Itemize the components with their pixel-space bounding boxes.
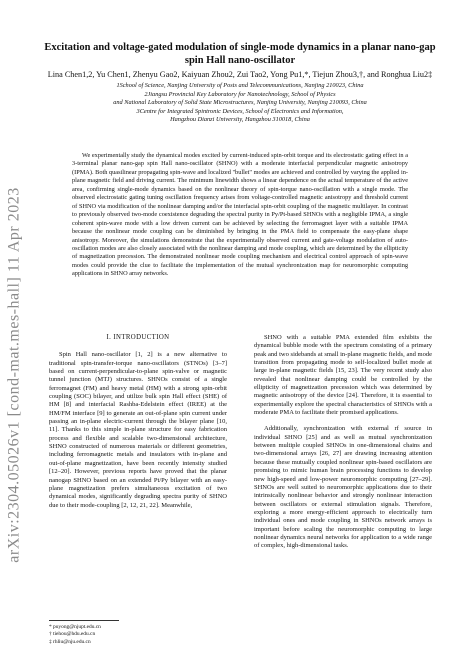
footnote-email: † tiehou@hdu.edu.cn — [49, 631, 96, 638]
paper-title: Excitation and voltage-gated modulation of single-mode dynamics in a planar nano-gap spin Hall nano-oscillator — [44, 42, 436, 66]
footnote-email: * puyong@njupt.edu.cn — [49, 624, 101, 630]
right-column — [254, 334, 432, 551]
footnotes — [49, 624, 227, 646]
body-paragraph: SHNO with a suitable PMA extended film exhibits the dynamical bubble mode with the spectrum consisting of a primary peak and two sidebands at small in-plane magnetic fields, and mode transition from propagating mode to self-localized bullet mode at large in-plane magnetic fields [15, 23]. The very recent study also revealed that nonlinear damping could be controlled by the ellipticity of magnetization precession which was determined by magnetic anisotropy of the device [24]. Therefore, it is essential to experimentally explore the spectral characteristics of SHNOs with a moderate PMA to facilitate their promised applications. — [254, 334, 432, 417]
arxiv-identifier-stamp — [4, 187, 26, 563]
body-paragraph: Additionally, synchronization with external rf source in individual SHNO [25] and as well as mutual synchronization between multiple coupled SHNOs in one-dimensional chains and two-dimensional arrays [26, 27] are drawing increasing attention because these mutually coupled nonlinear spin-based oscillators are promising to mimic human brain processing functions to develop new high-speed and low-power neuromorphic computing [27–29]. SHNOs are well suited to neuromorphic applications due to their intrinsically nonlinear behavior and strongly nonlinear interaction between oscillators or external stimulation signals. Therefore, exploring a more energy-efficient approach to electrically turn individual ones and mode coupling in SHNOs network arrays is important before scaling the neuromorphic computing to large nonlinear dynamics neural networks for application to a wide range of complex, high-dimensional tasks. — [254, 425, 432, 550]
affiliation-line: 2Jiangsu Provincial Key Laboratory for Nanotechnology, School of Physics — [144, 90, 336, 98]
affiliation-line: 1School of Science, Nanjing University of Posts and Telecommunications, Nanjing 210023, China — [116, 82, 364, 89]
affiliations — [40, 82, 440, 125]
abstract: We experimentally study the dynamical modes excited by current-induced spin-orbit torque and its electrostatic gating effect in a 3-terminal planar nano-gap spin Hall nano-oscillator (SHNO) with a moderate interfacial perpendicular magnetic anisotropy (IPMA). Both quasilinear propagating spin-wave and localized "bullet" modes are achieved and controlled by varying the applied in-plane magnetic field and driving current. The minimum linewidth shows a linear dependence on the actual temperature of the active area, confirming single-mode dynamics based on the nonlinear theory of spin-torque nano-oscillation with a single mode. The observed electrostatic gating tuning oscillation frequency arises from voltage-controlled magnetic anisotropy and threshold current of SHNO via modification of the nonlinear damping and/or the interfacial spin-orbit coupling of the magnetic multilayer. In contrast to previously observed two-mode coexistence degrading the spectral purity in Py/Pt-based SHNOs with a negligible IPMA, a single coherent spin-wave mode with a low driven current can be achieved by selecting the ferromagnet layer with a suitable IPMA because the nonlinear mode coupling can be diminished by bringing in the PMA field to compensate the easy-plane shape anisotropy. Moreover, the simulations demonstrate that the experimentally observed current and gate-voltage modulation of auto-oscillation modes are also closely associated with the nonlinear damping and mode coupling, which are determined by the ellipticity of magnetization precession. The demonstrated nonlinear mode coupling mechanism and electrical control approach of spin-wave modes could provide the clue to facilitate the implementation of the mutual synchronization map for neuromorphic computing applications in SHNO array networks. — [72, 152, 408, 278]
left-column — [49, 334, 227, 510]
body-paragraph: Spin Hall nano-oscillator [1, 2] is a new alternative to traditional spin-transfer-torque nano-oscillators (STNOs) [3–7] based on current-perpendicular-to-plane spin-valve or magnetic tunnel junction (MTJ) structures. SHNOs consist of a single ferromagnet (FM) and heavy metal (HM) with a strong spin-orbit coupling (SOC) bilayer, and utilize bulk spin Hall effect (SHE) of HM [8] and interfacial Rashba-Edelstein effect (IREE) at the HM/FM interface [9] to generate an out-of-plane spin current under passing an in-plane electric-current through the bilayer plane [10, 11]. Thanks to this simple in-plane structure for easy fabrication process and flexible and scalable two-dimensional architecture, SHNO constructed of numerous materials or different geometries, including ferromagnetic metals and insulators with in-plane and out-of-plane magnetization, have been recently intensity studied [12–20]. However, previous reports have proved that the planar nanogap SHNO based on an extended Pt/Py bilayer with an easy-plane magnetization prefers simultaneous excitation of two dynamical modes, significantly degrading spectra purity of SHNO due to their mode-coupling [2, 12, 21, 22]. Meanwhile, — [49, 351, 227, 509]
affiliation-line: Hangzhou Dianzi University, Hangzhou 310018, China — [170, 116, 310, 124]
affiliation-line: 3Centre for Integrated Spintronic Devices, School of Electronics and Information, — [136, 107, 344, 115]
author-list: Lina Chen1,2, Yu Chen1, Zhenyu Gao2, Kaiyuan Zhou2, Zui Tao2, Yong Pu1,*, Tiejun Zhou3,†, and Ronghua Liu2‡ — [47, 70, 433, 79]
arxiv-identifier-text: arXiv:2304.05026v1 [cond-mat.mes-hall] 11 Apr 2023 — [6, 187, 24, 563]
footnote-divider — [49, 620, 119, 621]
affiliation-line: and National Laboratory of Solid State Microstructures, Nanjing University, Nanjing 210093, China — [113, 99, 367, 107]
section-heading: I. INTRODUCTION — [106, 334, 170, 341]
footnote-email: ‡ rhliu@nju.edu.cn — [49, 638, 91, 645]
